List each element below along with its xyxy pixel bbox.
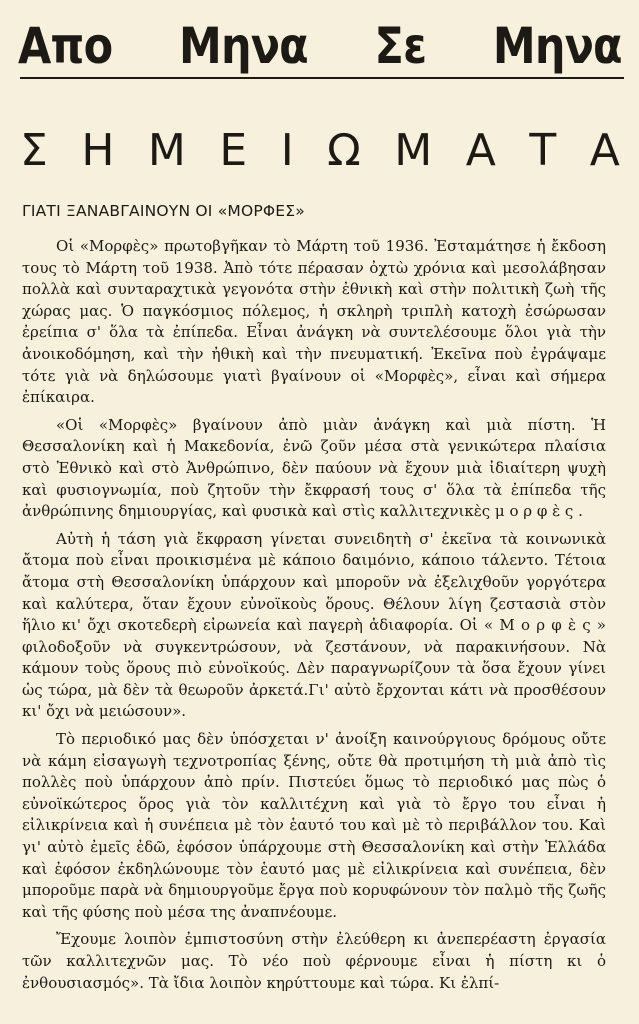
section-letter: Α (465, 125, 496, 176)
article-paragraph: Τὸ περιοδικό μας δὲν ὑπόσχεται ν' ἀνοίξη καινούργιους δρόμους οὔτε νὰ κάμη εἰσαγωγὴ τεχνοτροπίας ξένης, οὔτε θὰ προτιμήση τὴ μιὰ ἀπὸ τὶς πολλὲς ποὺ ὑπάρχουν ἀπὸ πρίν. Πιστεύει ὅμως τὸ περιοδικό μας πὼς ὁ εὐνοϊκώτερος ὅρος γιὰ τὸν καλλιτέχνη καὶ γιὰ τὸ ἔργο του εἶναι ἡ εἰλικρίνεια καὶ ἡ συνέπεια μὲ τὸν ἑαυτό του καὶ μὲ τὸ περιβάλλον του. Καὶ γι' αὐτὸ ἐμεῖς ἐδῶ, ἐφόσον ὑπάρχουμε στὴ Θεσσαλονίκη καὶ στὴν Ἑλλάδα καὶ ἐφόσον ἐκδηλώνουμε τὸν ἑαυτό μας μὲ εἰλικρίνεια καὶ συνέπεια, δὲν μποροῦμε παρὰ νὰ δημιουργοῦμε ἔργα ποὺ κορυφώνουν τὸν παλμὸ τῆς ζωῆς καὶ τῆς φύσης ποὺ μέσα της ἀναπνέουμε. (22, 730, 606, 921)
section-letter: Μ (394, 125, 433, 176)
article-paragraph: Ἔχουμε λοιπὸν ἐμπιστοσύνη στὴν ἐλεύθερη κι ἀνεπερέαστη ἐργασία τῶν καλλιτεχνῶν μας. Τὸ νέο ποὺ φέρνουμε εἶναι ἡ πίστη κι ὁ ἐνθουσιασμός». Τὰ ἴδια λοιπὸν κηρύττουμε καὶ τώρα. Κι ἐλπί- (22, 930, 606, 992)
masthead-rule (20, 77, 624, 79)
article-body (22, 236, 606, 998)
masthead-word: Σε (374, 17, 427, 75)
article-headline: ΓΙΑΤΙ ΞΑΝΑΒΓΑΙΝΟΥΝ ΟΙ «ΜΟΡΦΕΣ» (22, 202, 305, 220)
article-paragraph: «Οἱ «Μορφὲς» βγαίνουν ἀπὸ μιὰν ἀνάγκη καὶ μιὰ πίστη. Ἡ Θεσσαλονίκη καὶ ἡ Μακεδονία, ἐνῶ ζοῦν μέσα στὰ γενικώτερα πλαίσια στὸ Ἐθνικὸ καὶ στὸ Ἀνθρώπινο, δὲν παύουν νὰ ἔχουν μιὰ ἰδιαίτερη ψυχὴ καὶ φυσιογνωμία, ποὺ ζητοῦν τὴν ἔκφρασή τους σ' ὅλα τὰ ἐπίπεδα τῆς ἀνθρώπινης δημιουργίας, καὶ φυσικὰ καὶ στὶς καλλιτεχνικὲς μ ο ρ φ ὲ ς . (22, 415, 606, 521)
article-paragraph: Οἱ «Μορφὲς» πρωτοβγῆκαν τὸ Μάρτη τοῦ 1936. Ἐσταμάτησε ἡ ἔκδοση τους τὸ Μάρτη τοῦ 1938. Ἀπὸ τότε πέρασαν ὀχτὼ χρόνια καὶ μεσολάβησαν πολλὰ καὶ συνταραχτικὰ γεγονότα στὴν ἐθνικὴ καὶ στὴν πολιτικὴ ζωὴ τῆς χώρας μας. Ὁ παγκόσμιος πόλεμος, ἡ σκληρὴ τριπλὴ κατοχὴ ἐσώρωσαν ἐρείπια σ' ὅλα τὰ ἐπίπεδα. Εἶναι ἀνάγκη νὰ συντελέσουμε ὅλοι γιὰ τὴν ἀνοικοδόμηση, καὶ τὴν ἠθικὴ καὶ τὴν πνευματική. Ἐκεῖνα ποὺ ἐγράψαμε τότε γιὰ νὰ δηλώσουμε γιατὶ βγαίνουν οἱ «Μορφὲς», εἶναι καὶ σήμερα ἐπίκαιρα. (22, 237, 606, 407)
section-letter: Μ (147, 125, 186, 176)
masthead-word: Μηνα (492, 17, 622, 75)
article-paragraph: Αὐτὴ ἡ τάση γιὰ ἔκφραση γίνεται συνειδητὴ σ' ἐκεῖνα τὰ κοινωνικὰ ἄτομα ποὺ εἶναι προικισμένα μὲ κάποιο δαιμόνιο, κάποιο τάλεντο. Τέτοια ἄτομα στὴ Θεσσαλονίκη ὑπάρχουν καὶ μποροῦν νὰ ἐξελιχθοῦν γοργότερα καὶ καλύτερα, ὅταν ἔχουν εὐνοϊκοὺς ὅρους. Θέλουν λίγη ζεστασιὰ στὸν ἥλιο κι' ὄχι σκοτεδερὴ εἰρωνεία καὶ παγερὴ ἀδιαφορία. Οἱ « Μ ο ρ φ ὲ ς » φιλοδοξοῦν νὰ συγκεντρώσουν, νὰ ζεστάνουν, νὰ παρακινήσουν. Νὰ κάμουν τοὺς ὅρους πιὸ εὐνοϊκούς. Δὲν παραγνωρίζουν τὰ ὅσα ἔχουν γίνει ὡς τώρα, μὰ δὲν τὰ θεωροῦν ἀρκετά.Γι' αὐτὸ ἔρχονται κάτι νὰ προσθέσουν κι' ὄχι νὰ μειώσουν». (22, 529, 606, 721)
section-letter: Α (589, 125, 620, 176)
masthead (18, 17, 622, 75)
masthead-word: Απο (18, 17, 113, 75)
masthead-word: Μηνα (179, 17, 308, 75)
section-letter: Σ (20, 125, 48, 176)
section-letter: Ω (327, 125, 361, 176)
section-letter: Ε (219, 125, 248, 176)
section-title (20, 126, 620, 176)
section-letter: Τ (529, 125, 557, 176)
section-letter: Η (81, 125, 115, 176)
section-letter: Ι (280, 125, 294, 176)
